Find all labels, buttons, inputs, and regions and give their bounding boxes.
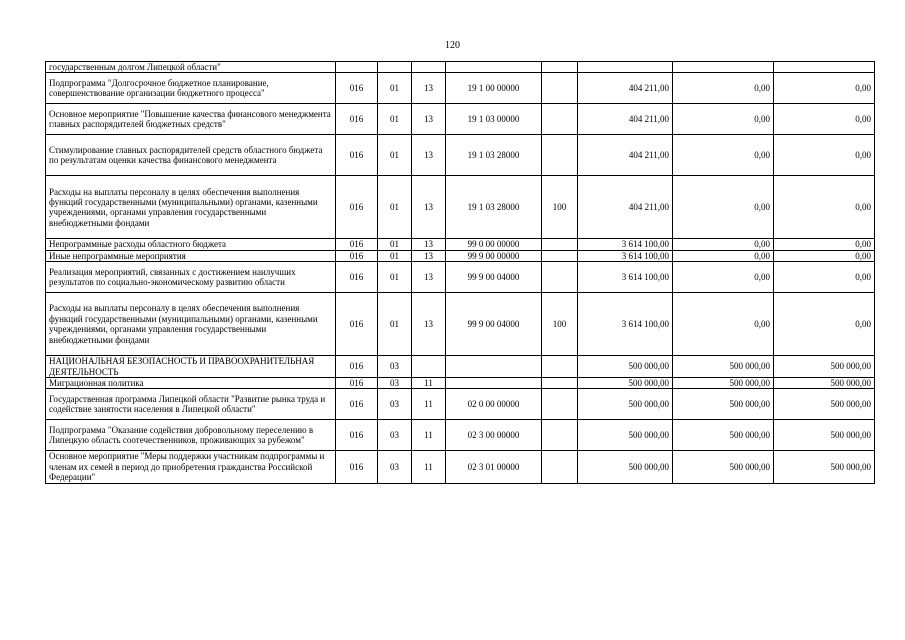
cell-sum-3: 500 000,00 xyxy=(774,451,875,483)
cell-vr xyxy=(542,62,578,73)
cell-rz: 01 xyxy=(378,176,412,239)
cell-pr: 13 xyxy=(412,104,446,135)
cell-sum-2: 0,00 xyxy=(673,250,774,261)
cell-rz: 01 xyxy=(378,135,412,176)
cell-sum-1: 500 000,00 xyxy=(578,420,673,451)
cell-sum-1: 500 000,00 xyxy=(578,356,673,378)
table-row xyxy=(46,104,875,135)
cell-ved: 016 xyxy=(336,262,378,293)
cell-sum-2: 0,00 xyxy=(673,293,774,356)
cell-ved: 016 xyxy=(336,420,378,451)
table-row xyxy=(46,239,875,250)
row-name: Государственная программа Липецкой области "Развитие рынка труда и содействие занятости населения в Липецкой области" xyxy=(46,389,336,420)
cell-sum-3: 0,00 xyxy=(774,250,875,261)
cell-sum-2: 500 000,00 xyxy=(673,356,774,378)
cell-rz: 01 xyxy=(378,293,412,356)
cell-sum-2: 0,00 xyxy=(673,135,774,176)
cell-pr: 11 xyxy=(412,451,446,483)
cell-pr: 13 xyxy=(412,250,446,261)
cell-vr xyxy=(542,451,578,483)
cell-sum-2: 500 000,00 xyxy=(673,389,774,420)
cell-rz: 01 xyxy=(378,262,412,293)
table-row xyxy=(46,262,875,293)
cell-ved: 016 xyxy=(336,378,378,389)
cell-sum-1: 3 614 100,00 xyxy=(578,250,673,261)
cell-pr: 13 xyxy=(412,239,446,250)
cell-pr xyxy=(412,356,446,378)
cell-pr: 11 xyxy=(412,378,446,389)
cell-sum-3: 0,00 xyxy=(774,239,875,250)
cell-rz: 03 xyxy=(378,378,412,389)
cell-sum-3 xyxy=(774,62,875,73)
cell-vr xyxy=(542,420,578,451)
cell-sum-3: 0,00 xyxy=(774,135,875,176)
table-row xyxy=(46,135,875,176)
cell-vr xyxy=(542,378,578,389)
cell-csr: 19 1 03 28000 xyxy=(446,135,542,176)
cell-vr: 100 xyxy=(542,293,578,356)
row-name: НАЦИОНАЛЬНАЯ БЕЗОПАСНОСТЬ И ПРАВООХРАНИТЕЛЬНАЯ ДЕЯТЕЛЬНОСТЬ xyxy=(46,356,336,378)
cell-sum-1: 3 614 100,00 xyxy=(578,293,673,356)
cell-vr xyxy=(542,356,578,378)
cell-sum-3: 500 000,00 xyxy=(774,389,875,420)
cell-ved xyxy=(336,62,378,73)
table-row xyxy=(46,73,875,104)
cell-csr xyxy=(446,356,542,378)
cell-csr: 02 3 01 00000 xyxy=(446,451,542,483)
cell-sum-1 xyxy=(578,62,673,73)
cell-csr: 19 1 00 00000 xyxy=(446,73,542,104)
cell-sum-1: 500 000,00 xyxy=(578,378,673,389)
cell-vr xyxy=(542,262,578,293)
row-name: Непрограммные расходы областного бюджета xyxy=(46,239,336,250)
cell-csr: 02 3 00 00000 xyxy=(446,420,542,451)
cell-ved: 016 xyxy=(336,176,378,239)
cell-pr: 11 xyxy=(412,389,446,420)
cell-rz xyxy=(378,62,412,73)
cell-csr: 19 1 03 00000 xyxy=(446,104,542,135)
table-row xyxy=(46,250,875,261)
cell-sum-1: 404 211,00 xyxy=(578,176,673,239)
cell-rz: 03 xyxy=(378,356,412,378)
cell-sum-3: 0,00 xyxy=(774,176,875,239)
row-name: Подпрограмма "Долгосрочное бюджетное планирование, совершенствование организации бюджетного процесса" xyxy=(46,73,336,104)
row-name: Иные непрограммные мероприятия xyxy=(46,250,336,261)
cell-sum-1: 404 211,00 xyxy=(578,104,673,135)
cell-pr: 11 xyxy=(412,420,446,451)
budget-table xyxy=(45,61,875,484)
cell-csr xyxy=(446,378,542,389)
cell-sum-3: 0,00 xyxy=(774,104,875,135)
table-row xyxy=(46,356,875,378)
row-name: Основное мероприятие "Повышение качества финансового менеджмента главных распорядителей бюджетных средств" xyxy=(46,104,336,135)
cell-pr: 13 xyxy=(412,262,446,293)
table-row xyxy=(46,176,875,239)
cell-sum-2: 500 000,00 xyxy=(673,378,774,389)
row-name: Стимулирование главных распорядителей средств областного бюджета по результатам оценки качества финансового менеджмента xyxy=(46,135,336,176)
cell-sum-1: 500 000,00 xyxy=(578,389,673,420)
cell-vr xyxy=(542,104,578,135)
table-row xyxy=(46,420,875,451)
cell-sum-3: 500 000,00 xyxy=(774,356,875,378)
row-name: Миграционная политика xyxy=(46,378,336,389)
cell-pr: 13 xyxy=(412,73,446,104)
cell-ved: 016 xyxy=(336,250,378,261)
cell-rz: 01 xyxy=(378,73,412,104)
cell-ved: 016 xyxy=(336,135,378,176)
cell-sum-2: 0,00 xyxy=(673,262,774,293)
cell-vr: 100 xyxy=(542,176,578,239)
cell-rz: 03 xyxy=(378,389,412,420)
cell-sum-2: 500 000,00 xyxy=(673,451,774,483)
cell-sum-3: 0,00 xyxy=(774,262,875,293)
cell-csr xyxy=(446,62,542,73)
cell-sum-2 xyxy=(673,62,774,73)
cell-ved: 016 xyxy=(336,356,378,378)
cell-sum-3: 500 000,00 xyxy=(774,420,875,451)
cell-csr: 99 9 00 04000 xyxy=(446,293,542,356)
cell-ved: 016 xyxy=(336,73,378,104)
cell-vr xyxy=(542,239,578,250)
row-name: Расходы на выплаты персоналу в целях обеспечения выполнения функций государственными (муниципальными) органами, казенными учреждениями, органами управления государственными внебюджетными фондами xyxy=(46,293,336,356)
cell-pr: 13 xyxy=(412,176,446,239)
cell-ved: 016 xyxy=(336,239,378,250)
cell-ved: 016 xyxy=(336,293,378,356)
cell-sum-1: 500 000,00 xyxy=(578,451,673,483)
row-name: Реализация мероприятий, связанных с достижением наилучших результатов по социально-экономическому развитию области xyxy=(46,262,336,293)
row-name: государственным долгом Липецкой области" xyxy=(46,62,336,73)
table-row xyxy=(46,389,875,420)
cell-csr: 19 1 03 28000 xyxy=(446,176,542,239)
cell-csr: 99 0 00 00000 xyxy=(446,239,542,250)
cell-pr: 13 xyxy=(412,293,446,356)
row-name: Основное мероприятие "Меры поддержки участникам подпрограммы и членам их семей в период до приобретения гражданства Российской Федерации" xyxy=(46,451,336,483)
cell-sum-3: 500 000,00 xyxy=(774,378,875,389)
cell-sum-3: 0,00 xyxy=(774,73,875,104)
cell-rz: 01 xyxy=(378,104,412,135)
cell-sum-3: 0,00 xyxy=(774,293,875,356)
cell-ved: 016 xyxy=(336,451,378,483)
table-row xyxy=(46,293,875,356)
cell-sum-1: 3 614 100,00 xyxy=(578,239,673,250)
cell-sum-2: 0,00 xyxy=(673,239,774,250)
cell-ved: 016 xyxy=(336,389,378,420)
cell-vr xyxy=(542,389,578,420)
cell-sum-1: 3 614 100,00 xyxy=(578,262,673,293)
cell-csr: 99 9 00 04000 xyxy=(446,262,542,293)
cell-vr xyxy=(542,73,578,104)
cell-pr xyxy=(412,62,446,73)
cell-vr xyxy=(542,250,578,261)
cell-rz: 03 xyxy=(378,420,412,451)
cell-csr: 02 0 00 00000 xyxy=(446,389,542,420)
page-number: 120 xyxy=(445,40,460,51)
cell-vr xyxy=(542,135,578,176)
table-row xyxy=(46,378,875,389)
cell-rz: 01 xyxy=(378,250,412,261)
cell-ved: 016 xyxy=(336,104,378,135)
row-name: Расходы на выплаты персоналу в целях обеспечения выполнения функций государственными (муниципальными) органами, казенными учреждениями, органами управления государственными внебюджетными фондами xyxy=(46,176,336,239)
cell-sum-1: 404 211,00 xyxy=(578,73,673,104)
cell-sum-2: 0,00 xyxy=(673,73,774,104)
cell-sum-2: 500 000,00 xyxy=(673,420,774,451)
cell-sum-1: 404 211,00 xyxy=(578,135,673,176)
cell-sum-2: 0,00 xyxy=(673,176,774,239)
table-row xyxy=(46,451,875,483)
cell-sum-2: 0,00 xyxy=(673,104,774,135)
cell-rz: 01 xyxy=(378,239,412,250)
cell-pr: 13 xyxy=(412,135,446,176)
cell-csr: 99 9 00 00000 xyxy=(446,250,542,261)
table-row xyxy=(46,62,875,73)
row-name: Подпрограмма "Оказание содействия добровольному переселению в Липецкую область соотечественников, проживающих за рубежом" xyxy=(46,420,336,451)
cell-rz: 03 xyxy=(378,451,412,483)
